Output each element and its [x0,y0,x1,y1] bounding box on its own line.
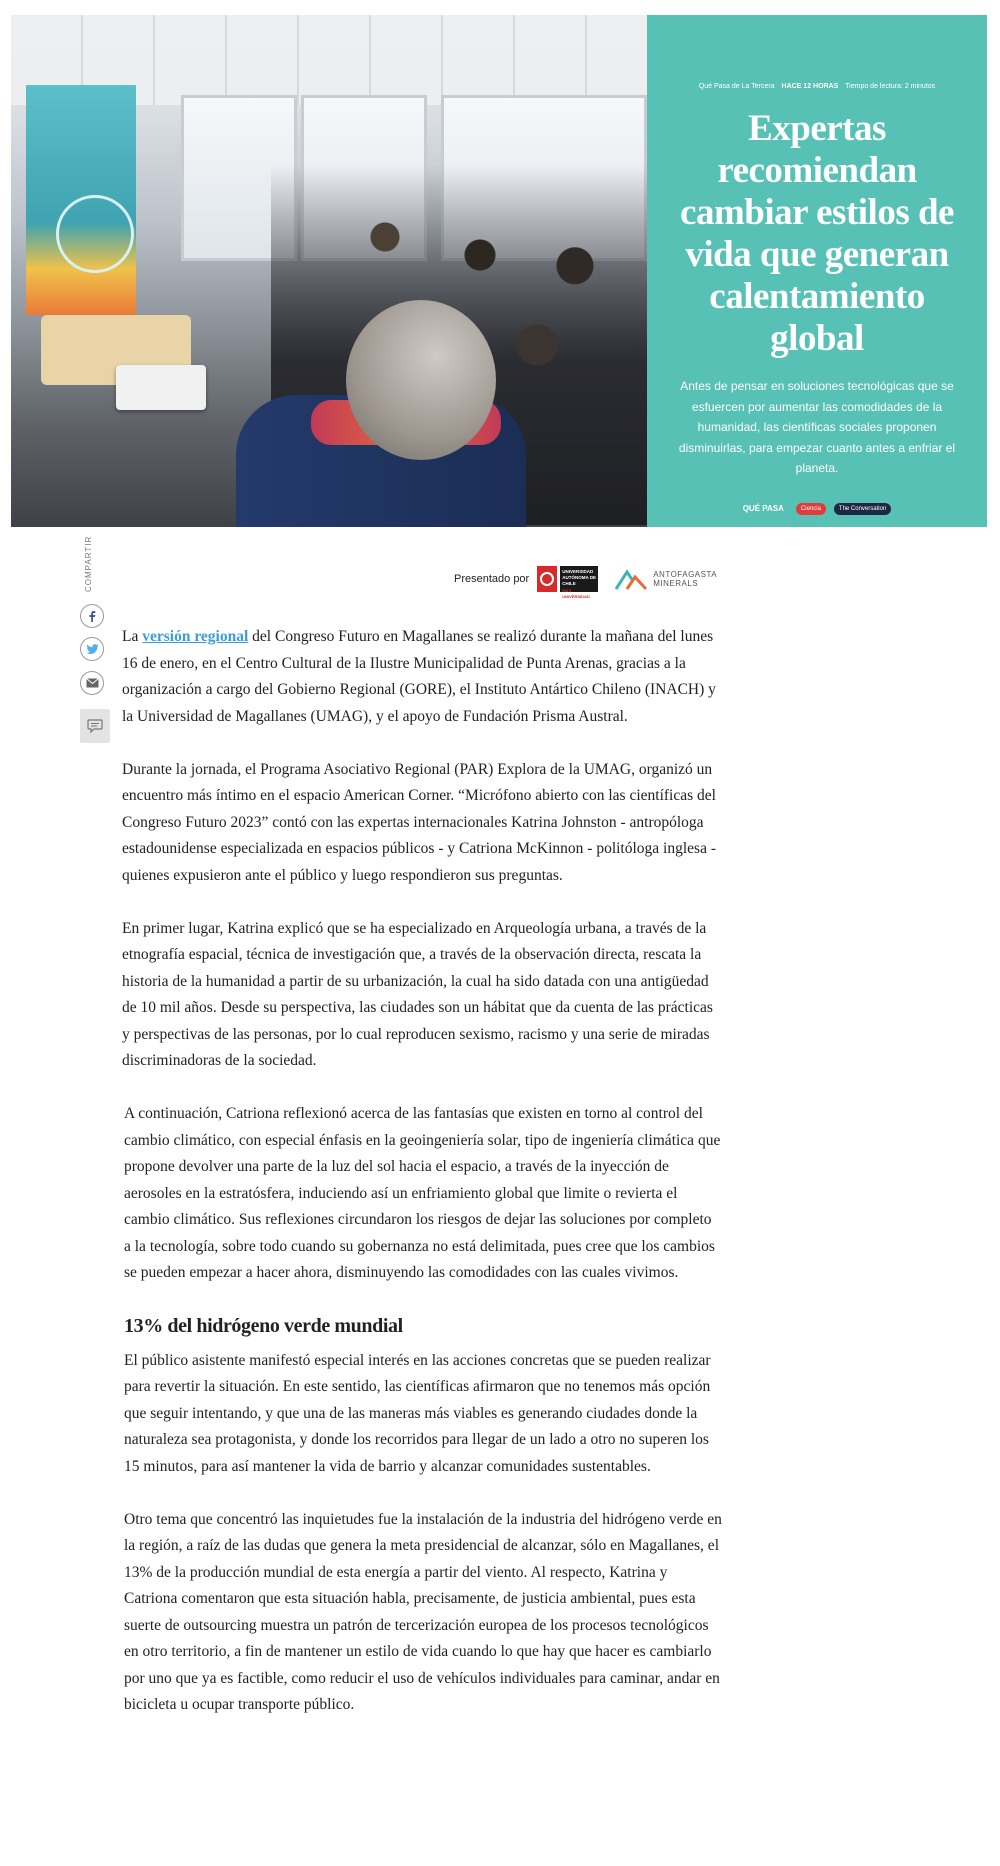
sponsor-label: Presentado por [454,573,530,585]
article-meta [661,83,973,90]
facebook-share-button[interactable] [80,604,104,628]
email-icon [86,678,99,688]
reading-time: Tiempo de lectura: 2 minutos [845,83,936,90]
email-share-button[interactable] [80,671,104,695]
banner-logo [56,195,134,273]
ua-logo-mark [537,566,557,592]
article-dek: Antes de pensar en soluciones tecnológicas que se esfuercen por aumentar las comodidades de la humanidad, las científicas sociales proponen disminuirlas, para empezar cuanto antes a enfriar el planeta. [678,379,956,475]
section-heading: 13% del hidrógeno verde mundial [124,1315,403,1337]
paragraph-6: Otro tema que concentró las inquietudes fue la instalación de la industria del hidrógeno verde en la región, a raíz de las dudas que genera la meta presidencial de alcanzar, sólo en Magallanes, el 13% de la producción mundial de esta energía a partir del viento. Al respecto, Katrina y Catriona comentaron que esta situación habla, precisamente, de justicia ambiental, pues esta suerte de outsourcing muestra un patrón de tercerización europea de los procesos tecnológicos en otro territorio, a fin de mantener un estilo de vida cuando lo que hay que hacer es cambiarlo por uno que ya es factible, como reducir el uso de vehículos individuales para caminar, andar en bicicleta u ocupar transporte público. [124,1510,722,1713]
ua-logo-text: UNIVERSIDAD AUTÓNOMA DE CHILE [562,569,597,586]
version-regional-link[interactable]: versión regional [142,628,249,645]
tag-label[interactable]: QUÉ PASA [742,504,784,513]
tag-the-conversation[interactable]: The Conversation [834,503,891,515]
ua-logo-subtext: MÁS UNIVERSIDAD [562,588,590,599]
comment-icon [87,719,103,733]
hero-panel [647,15,987,527]
photo-projector [116,365,206,410]
paragraph-5: El público asistente manifestó especial interés en las acciones concretas que se pueden realizar para revertir la situación. En este sentido, las científicas afirmaron que no tenemos más opción que seguir intentando, y que una de las maneras más viables es generando ciudades donde la naturaleza sea protagonista, y donde los recorridos para llegar de un lado a otro no superen los 15 minutos, para así mantener la vida de barrio y alcanzar comunidades sustentables. [124,1351,711,1475]
twitter-icon [86,643,99,655]
sponsor-bar [454,566,717,599]
article-body [122,624,722,1745]
paragraph-1: La versión regional del Congreso Futuro en Magallanes se realizó durante la mañana del lunes 16 de enero, en el Centro Cultural de la Ilustre Municipalidad de Punta Arenas, gracias a la organización a cargo del Gobierno Regional (GORE), el Instituto Antártico Chileno (INACH) y la Universidad de Magallanes (UMAG), y el apoyo de Fundación Prisma Austral. [122,628,716,725]
tag-list [661,503,973,515]
section-link[interactable]: Qué Pasa de La Tercera [698,83,775,90]
twitter-share-button[interactable] [80,637,104,661]
antofagasta-mark-icon [614,567,648,591]
ua-logo[interactable] [537,566,598,599]
paragraph-3: En primer lugar, Katrina explicó que se ha especializado en Arqueología urbana, a través de la etnografía espacial, técnica de investigación que, a través de la observación directa, rescata la historia de la humanidad a partir de su urbanización, la cual ha sido datada con una antigüedad de 10 mil años. Desde su perspectiva, las ciudades son un hábitat que da cuenta de las prácticas y perspectivas de las personas, por lo cual reproducen sexismo, racismo y una serie de miradas discriminadoras de la sociedad. [122,919,713,1069]
antofagasta-logo-text: ANTOFAGASTA MINERALS [653,570,717,588]
hero-photo [11,15,647,527]
photo-banner [26,85,136,315]
hero [11,15,987,527]
paragraph-4: A continuación, Catriona reflexionó acerca de las fantasías que existen en torno al control del cambio climático, con especial énfasis en la geoingeniería solar, tipo de ingeniería climática que propone devolver una parte de la luz del sol hacia el espacio, a través de la inyección de aerosoles en la estratósfera, induciendo así un enfriamiento global que limite o revierta el cambio climático. Sus reflexiones circundaron los riesgos de dejar las soluciones por completo a la tecnología, sobre todo cuando su gobernanza no está delimitada, pues cree que los cambios se pueden empezar a hacer ahora, disminuyendo las comodidades con las cuales vivimos. [124,1105,721,1281]
publish-time: HACE 12 HORAS [781,83,839,90]
paragraph-2: Durante la jornada, el Programa Asociativo Regional (PAR) Explora de la UMAG, organizó un encuentro más íntimo en el espacio American Corner. “Micrófono abierto con las científicas del Congreso Futuro 2023” contó con las expertas internacionales Katrina Johnston - antropóloga estadounidense especializada en espacios públicos - y Catriona McKinnon - politóloga inglesa - quienes expusieron ante el público y luego respondieron sus preguntas. [122,760,716,884]
photo-woman-head [346,300,496,460]
antofagasta-logo[interactable] [614,567,717,591]
share-label: COMPARTIR [84,535,93,592]
comment-button[interactable] [80,709,110,743]
facebook-icon [86,610,98,622]
article-title: Expertas recomiendan cambiar estilos de vida que generan calentamiento global [680,108,954,359]
tag-ciencia[interactable]: Ciencia [796,503,826,515]
